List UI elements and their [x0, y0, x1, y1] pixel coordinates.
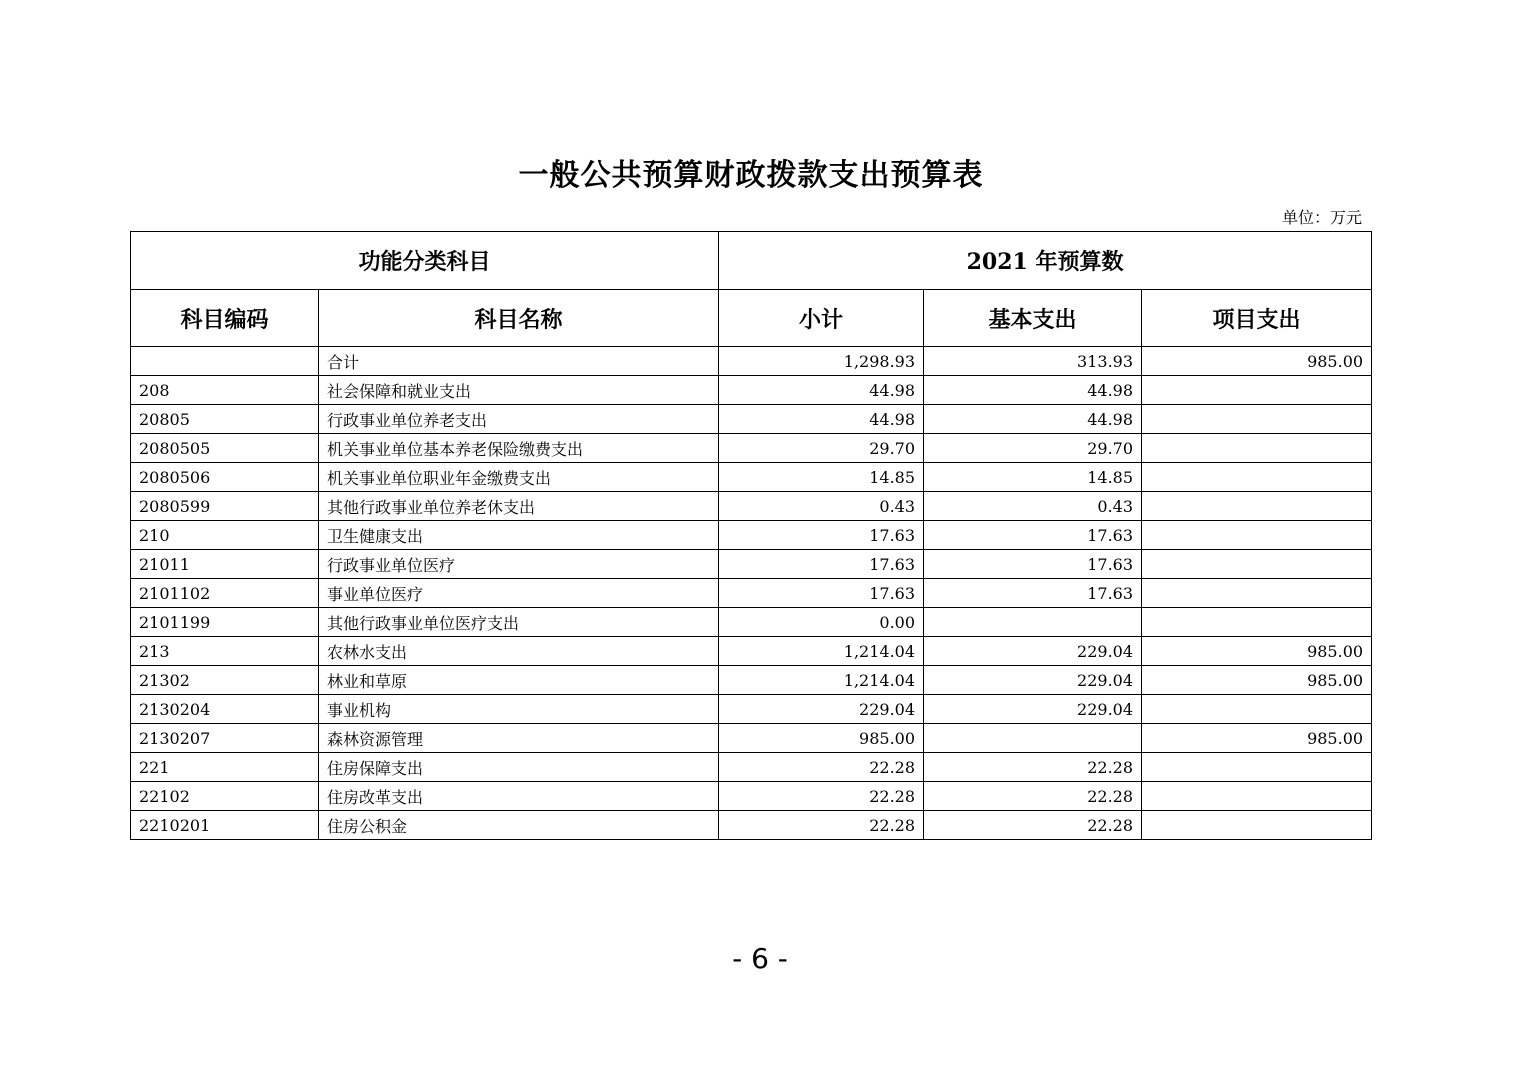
- row-name: 森林资源管理: [319, 724, 719, 753]
- row-project: 985.00: [1142, 637, 1372, 666]
- table-row: [131, 666, 1372, 695]
- row-code: 208: [131, 376, 319, 405]
- row-name: 农林水支出: [319, 637, 719, 666]
- row-name: 机关事业单位基本养老保险缴费支出: [319, 434, 719, 463]
- row-project: [1142, 376, 1372, 405]
- row-name: 其他行政事业单位医疗支出: [319, 608, 719, 637]
- row-name: 其他行政事业单位养老休支出: [319, 492, 719, 521]
- row-name: 行政事业单位养老支出: [319, 405, 719, 434]
- budget-table: [130, 231, 1372, 840]
- header-project: 项目支出: [1142, 290, 1372, 347]
- row-subtotal: 17.63: [719, 521, 924, 550]
- row-subtotal: 22.28: [719, 753, 924, 782]
- row-code: 2130204: [131, 695, 319, 724]
- row-code: 2130207: [131, 724, 319, 753]
- table-row: [131, 782, 1372, 811]
- row-basic: [924, 608, 1142, 637]
- row-name: 住房改革支出: [319, 782, 719, 811]
- row-basic: 229.04: [924, 637, 1142, 666]
- row-name: 林业和草原: [319, 666, 719, 695]
- row-name: 事业单位医疗: [319, 579, 719, 608]
- row-project: 985.00: [1142, 724, 1372, 753]
- row-subtotal: 22.28: [719, 782, 924, 811]
- row-basic: 22.28: [924, 811, 1142, 840]
- row-name: 社会保障和就业支出: [319, 376, 719, 405]
- row-basic: 29.70: [924, 434, 1142, 463]
- row-basic: 229.04: [924, 695, 1142, 724]
- row-basic: 17.63: [924, 521, 1142, 550]
- header-group-row: [131, 232, 1372, 290]
- row-project: [1142, 782, 1372, 811]
- row-code: 22102: [131, 782, 319, 811]
- row-name: 住房公积金: [319, 811, 719, 840]
- row-code: 2080599: [131, 492, 319, 521]
- row-name: 事业机构: [319, 695, 719, 724]
- row-name: 卫生健康支出: [319, 521, 719, 550]
- table-row: [131, 724, 1372, 753]
- row-subtotal: 1,214.04: [719, 637, 924, 666]
- row-basic: 22.28: [924, 782, 1142, 811]
- table-row: [131, 434, 1372, 463]
- table-row: [131, 550, 1372, 579]
- table-row: [131, 811, 1372, 840]
- table-row: [131, 608, 1372, 637]
- row-code: 2080506: [131, 463, 319, 492]
- row-project: [1142, 463, 1372, 492]
- table-row: [131, 579, 1372, 608]
- row-subtotal: 1,298.93: [719, 347, 924, 376]
- unit-label: 单位：万元: [1281, 208, 1362, 227]
- header-functional-category: 功能分类科目: [131, 232, 719, 290]
- row-basic: [924, 724, 1142, 753]
- table-row: [131, 463, 1372, 492]
- row-name: 合计: [319, 347, 719, 376]
- row-code: 210: [131, 521, 319, 550]
- row-subtotal: 17.63: [719, 550, 924, 579]
- row-code: [131, 347, 319, 376]
- row-project: [1142, 405, 1372, 434]
- row-project: [1142, 579, 1372, 608]
- row-code: 21302: [131, 666, 319, 695]
- row-code: 2101102: [131, 579, 319, 608]
- table-row: [131, 753, 1372, 782]
- row-basic: 44.98: [924, 376, 1142, 405]
- row-subtotal: 985.00: [719, 724, 924, 753]
- row-basic: 0.43: [924, 492, 1142, 521]
- row-basic: 17.63: [924, 550, 1142, 579]
- table-row: [131, 347, 1372, 376]
- row-subtotal: 0.43: [719, 492, 924, 521]
- row-code: 2210201: [131, 811, 319, 840]
- row-subtotal: 29.70: [719, 434, 924, 463]
- row-subtotal: 0.00: [719, 608, 924, 637]
- row-basic: 17.63: [924, 579, 1142, 608]
- row-basic: 313.93: [924, 347, 1142, 376]
- row-basic: 229.04: [924, 666, 1142, 695]
- row-project: [1142, 434, 1372, 463]
- row-project: 985.00: [1142, 666, 1372, 695]
- row-code: 20805: [131, 405, 319, 434]
- header-budget-year: 2021 年预算数: [719, 232, 1372, 290]
- table-row: [131, 376, 1372, 405]
- table-body: [131, 347, 1372, 840]
- header-code: 科目编码: [131, 290, 319, 347]
- row-code: 2080505: [131, 434, 319, 463]
- row-code: 21011: [131, 550, 319, 579]
- row-project: [1142, 521, 1372, 550]
- page-number: - 6 -: [732, 942, 788, 975]
- header-name: 科目名称: [319, 290, 719, 347]
- row-subtotal: 17.63: [719, 579, 924, 608]
- row-basic: 44.98: [924, 405, 1142, 434]
- row-name: 行政事业单位医疗: [319, 550, 719, 579]
- table-row: [131, 492, 1372, 521]
- row-code: 2101199: [131, 608, 319, 637]
- header-basic: 基本支出: [924, 290, 1142, 347]
- row-subtotal: 44.98: [719, 405, 924, 434]
- row-subtotal: 22.28: [719, 811, 924, 840]
- row-subtotal: 44.98: [719, 376, 924, 405]
- row-project: [1142, 753, 1372, 782]
- page-title: 一般公共预算财政拨款支出预算表: [518, 158, 984, 193]
- row-project: [1142, 695, 1372, 724]
- row-code: 213: [131, 637, 319, 666]
- row-subtotal: 1,214.04: [719, 666, 924, 695]
- row-project: [1142, 811, 1372, 840]
- row-basic: 14.85: [924, 463, 1142, 492]
- row-name: 住房保障支出: [319, 753, 719, 782]
- row-project: [1142, 550, 1372, 579]
- row-project: [1142, 492, 1372, 521]
- table-row: [131, 405, 1372, 434]
- row-subtotal: 229.04: [719, 695, 924, 724]
- row-project: [1142, 608, 1372, 637]
- row-basic: 22.28: [924, 753, 1142, 782]
- row-code: 221: [131, 753, 319, 782]
- row-subtotal: 14.85: [719, 463, 924, 492]
- header-subtotal: 小计: [719, 290, 924, 347]
- header-column-row: [131, 290, 1372, 347]
- table-row: [131, 637, 1372, 666]
- row-project: 985.00: [1142, 347, 1372, 376]
- table-row: [131, 695, 1372, 724]
- table-row: [131, 521, 1372, 550]
- row-name: 机关事业单位职业年金缴费支出: [319, 463, 719, 492]
